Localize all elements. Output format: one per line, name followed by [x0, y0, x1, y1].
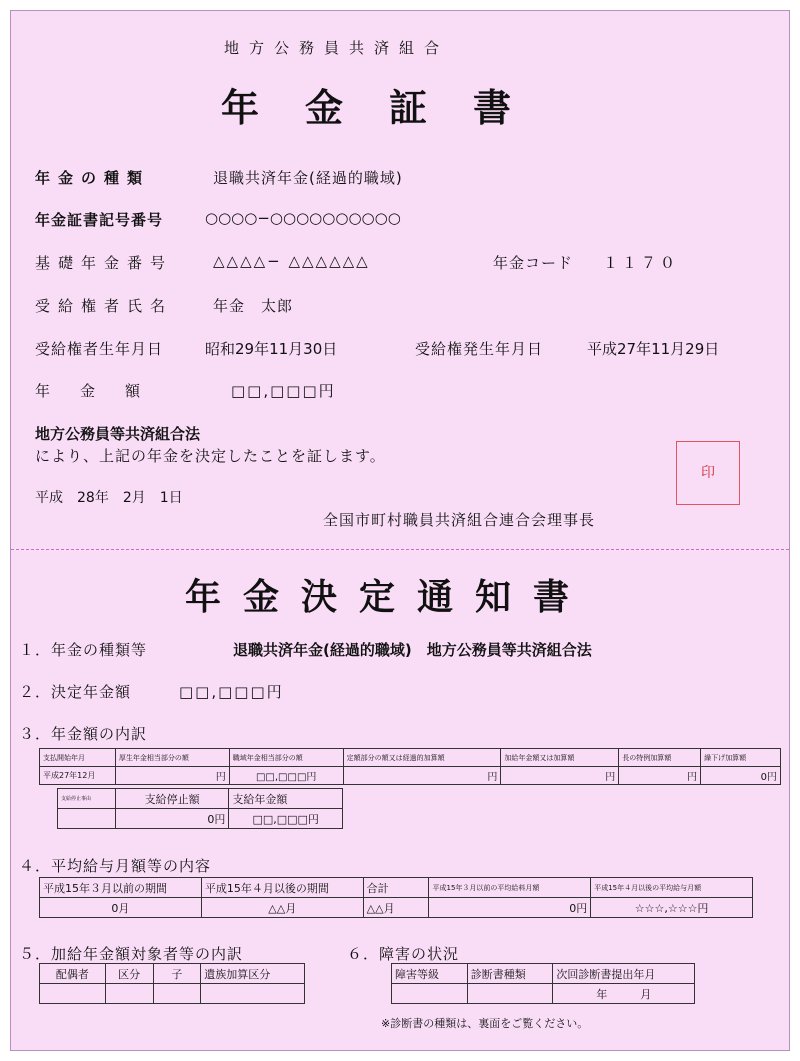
birth-date-label: 受給権者生年月日 [35, 340, 164, 358]
table-row [40, 767, 781, 785]
table-cell [40, 984, 106, 1004]
table-cell: 円 [501, 767, 619, 785]
grant-date-label: 受給権発生年月日 [415, 340, 544, 358]
table-header-cell: 次回診断書提出年月 [553, 964, 695, 984]
table-cell: △△月 [201, 898, 363, 918]
pension-type-value: 退職共済年金(経過的職域) [213, 169, 403, 187]
table-cell: □□,□□□円 [229, 809, 343, 829]
section5-label: ５．加給年金額対象者等の内訳 [19, 945, 244, 963]
table-header-cell: 診断書種類 [467, 964, 553, 984]
amount-value: □□,□□□円 [231, 382, 336, 400]
issuer-name: 全国市町村職員共済組合連合会理事長 [323, 511, 596, 529]
pension-code-value: １１７０ [603, 254, 680, 272]
table-cell: 平成27年12月 [40, 767, 116, 785]
breakdown-table [39, 748, 781, 785]
table-header-cell: 支払開始年月 [40, 749, 116, 767]
issue-date: 平成 28年 2月 1日 [35, 490, 183, 506]
table-cell: △△月 [363, 898, 429, 918]
table-header-cell: 区分 [105, 964, 153, 984]
section2-label: ２．決定年金額 [19, 683, 132, 701]
basic-number-value: △△△△− △△△△△△ [213, 252, 370, 270]
table-header-cell: 障害等級 [392, 964, 468, 984]
table-cell: 年 月 [553, 984, 695, 1004]
table-row [392, 964, 695, 984]
cert-number-value: ○○○○−○○○○○○○○○○ [205, 209, 401, 227]
pension-certificate-page [10, 10, 790, 1051]
dependents-table [39, 963, 305, 1004]
average-salary-table [39, 877, 753, 918]
table-row [40, 898, 753, 918]
table-row [40, 749, 781, 767]
table-header-cell: 加給年金額又は加算額 [501, 749, 619, 767]
table-row [40, 878, 753, 898]
pension-code-label: 年金コード [493, 254, 574, 272]
table-cell: 0円 [701, 767, 781, 785]
table-row [58, 809, 343, 829]
certificate-title: 年金証書 [221, 86, 558, 130]
seal-stamp: 印 [676, 441, 740, 505]
table-header-cell: 平成15年３月以前の平均給料月額 [429, 878, 591, 898]
disability-table [391, 963, 695, 1004]
table-cell: 円 [619, 767, 701, 785]
table-header-cell: 平成15年４月以後の平均給与月額 [591, 878, 753, 898]
table-cell: 0月 [40, 898, 202, 918]
table-row [392, 984, 695, 1004]
table-header-cell: 合計 [363, 878, 429, 898]
grant-date-value: 平成27年11月29日 [587, 340, 720, 358]
section1-label: １．年金の種類等 [19, 641, 148, 659]
section6-label: ６．障害の状況 [347, 945, 460, 963]
pension-type-label: 年金の種類 [35, 169, 151, 187]
section1-value: 退職共済年金(経過的職域) 地方公務員等共済組合法 [233, 641, 592, 659]
table-cell [201, 984, 305, 1004]
table-header-cell: 平成15年３月以前の期間 [40, 878, 202, 898]
organization-name: 地方公務員共済組合 [224, 39, 450, 57]
table-header-cell: 子 [153, 964, 201, 984]
birth-date-value: 昭和29年11月30日 [205, 340, 338, 358]
cert-number-label: 年金証書記号番号 [35, 211, 164, 229]
table-row [58, 789, 343, 809]
table-header-cell: 職域年金相当部分の額 [229, 749, 343, 767]
table-row [40, 964, 305, 984]
table-header-cell: 支給停止事由 [58, 789, 116, 809]
section4-label: ４．平均給与月額等の内容 [19, 857, 212, 875]
recipient-name-label: 受給権者氏名 [35, 297, 174, 315]
certification-statement: により、上記の年金を決定したことを証します。 [35, 447, 386, 465]
table-cell: 円 [115, 767, 229, 785]
table-cell [153, 984, 201, 1004]
table-cell: □□,□□□円 [229, 767, 343, 785]
table-header-cell: 定額部分の額又は経過的加算額 [343, 749, 501, 767]
diagnosis-note: ※診断書の種類は、裏面をご覧ください。 [381, 1017, 589, 1030]
notice-title: 年金決定通知書 [185, 577, 592, 618]
table-header-cell: 長の特例加算額 [619, 749, 701, 767]
table-header-cell: 繰下げ加算額 [701, 749, 781, 767]
table-cell: 円 [343, 767, 501, 785]
table-cell: 0円 [429, 898, 591, 918]
table-cell: 0円 [115, 809, 229, 829]
table-row [40, 984, 305, 1004]
table-cell [392, 984, 468, 1004]
table-cell [467, 984, 553, 1004]
table-cell: ☆☆☆,☆☆☆円 [591, 898, 753, 918]
table-header-cell: 平成15年４月以後の期間 [201, 878, 363, 898]
section3-label: ３．年金額の内訳 [19, 725, 148, 743]
table-header-cell: 支給停止額 [115, 789, 229, 809]
section2-value: □□,□□□円 [179, 683, 284, 701]
cut-line-divider [11, 549, 789, 550]
amount-label: 年 金 額 [35, 382, 141, 400]
table-header-cell: 遺族加算区分 [201, 964, 305, 984]
recipient-name-value: 年金 太郎 [213, 297, 294, 315]
table-header-cell: 配偶者 [40, 964, 106, 984]
law-name: 地方公務員等共済組合法 [35, 425, 201, 443]
table-header-cell: 厚生年金相当部分の額 [115, 749, 229, 767]
table-cell [105, 984, 153, 1004]
suspension-table [57, 788, 343, 829]
basic-number-label: 基礎年金番号 [35, 254, 174, 272]
table-header-cell: 支給年金額 [229, 789, 343, 809]
table-cell [58, 809, 116, 829]
